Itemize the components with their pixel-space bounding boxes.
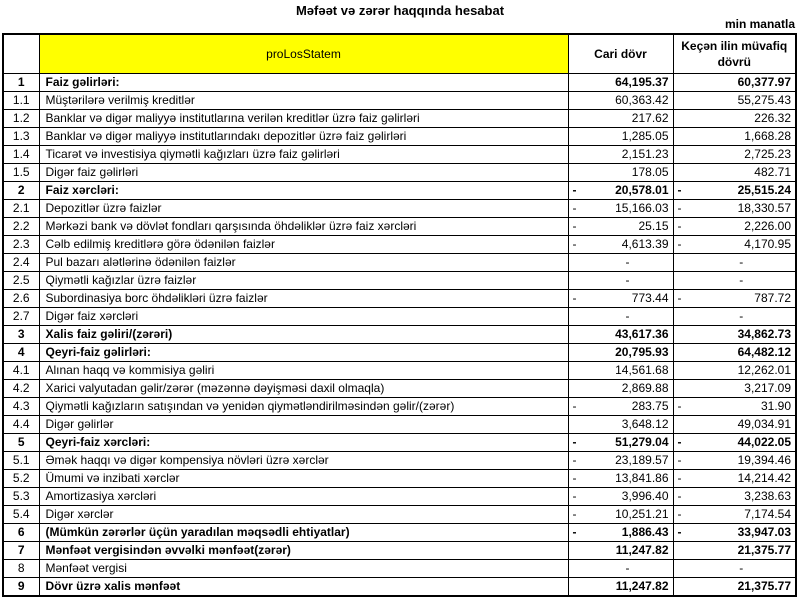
amount: 33,947.03 (737, 525, 791, 539)
current-period-value (568, 128, 673, 146)
table-row (3, 164, 796, 182)
minus-sign: - (677, 183, 682, 197)
table-row (3, 182, 796, 200)
row-label: Qiymətli kağızların satışından və yenidən qiymətləndirilməsindən gəlir/(zərər) (39, 398, 568, 416)
amount: 178.05 (631, 165, 669, 179)
previous-period-value (673, 236, 796, 254)
current-period-value (568, 110, 673, 128)
unit-label: min manatla (724, 17, 795, 31)
minus-sign: - (677, 507, 682, 521)
row-label: Mərkəzi bank və dövlət fondları qarşısında öhdəliklər üzrə faiz xərcləri (39, 218, 568, 236)
table-row (3, 542, 796, 560)
amount: 2,725.23 (744, 147, 791, 161)
row-number: 6 (3, 524, 39, 542)
minus-sign: - (572, 471, 577, 485)
current-period-value (568, 182, 673, 200)
current-period-value (568, 524, 673, 542)
table-body (3, 74, 796, 597)
row-number: 9 (3, 578, 39, 597)
row-label: Əmək haqqı və digər kompensiya növləri üzrə xərclər (39, 452, 568, 470)
row-label: Alınan haqq və kommisiya gəliri (39, 362, 568, 380)
table-header (3, 34, 796, 74)
amount: 226.32 (754, 111, 791, 125)
amount: 14,561.68 (615, 363, 669, 377)
table-row (3, 524, 796, 542)
minus-sign: - (572, 219, 577, 233)
minus-sign: - (677, 471, 682, 485)
row-number: 5.2 (3, 470, 39, 488)
amount: 787.72 (754, 291, 791, 305)
amount: 19,394.46 (737, 453, 791, 467)
amount: 21,375.77 (737, 579, 791, 593)
previous-period-value (673, 434, 796, 452)
previous-period-value: - (673, 560, 796, 578)
row-label: Banklar və digər maliyyə institutlarına verilən kreditlər üzrə faiz gəlirləri (39, 110, 568, 128)
profit-loss-table (2, 33, 797, 597)
minus-sign: - (572, 507, 577, 521)
current-period-value (568, 416, 673, 434)
amount: 4,170.95 (744, 237, 791, 251)
table-row (3, 218, 796, 236)
amount: 10,251.21 (615, 507, 669, 521)
table-row (3, 416, 796, 434)
table-row (3, 74, 796, 92)
row-number: 5.4 (3, 506, 39, 524)
amount: 482.71 (754, 165, 791, 179)
current-period-value (568, 74, 673, 92)
col-header-number (3, 34, 39, 74)
previous-period-value (673, 92, 796, 110)
minus-sign: - (572, 399, 577, 413)
row-label: Dövr üzrə xalis mənfəət (39, 578, 568, 597)
row-number: 7 (3, 542, 39, 560)
amount: 217.62 (631, 111, 669, 125)
amount: 13,841.86 (615, 471, 669, 485)
row-number: 1 (3, 74, 39, 92)
current-period-value (568, 398, 673, 416)
amount: 44,022.05 (737, 435, 791, 449)
row-number: 1.5 (3, 164, 39, 182)
amount: 283.75 (631, 399, 669, 413)
table-row (3, 254, 796, 272)
amount: 7,174.54 (744, 507, 791, 521)
current-period-value (568, 200, 673, 218)
minus-sign: - (572, 291, 577, 305)
previous-period-value (673, 110, 796, 128)
row-label: Mənfəət vergisi (39, 560, 568, 578)
row-number: 5 (3, 434, 39, 452)
minus-sign: - (572, 435, 577, 449)
row-number: 4.2 (3, 380, 39, 398)
row-label: Qeyri-faiz gəlirləri: (39, 344, 568, 362)
row-number: 2.3 (3, 236, 39, 254)
previous-period-value: - (673, 254, 796, 272)
previous-period-value (673, 578, 796, 597)
amount: 14,214.42 (737, 471, 791, 485)
row-label: Müştərilərə verilmiş kreditlər (39, 92, 568, 110)
amount: 51,279.04 (615, 435, 669, 449)
col-header-previous-period: Keçən ilin müvafiq dövrü (673, 34, 796, 74)
table-row (3, 488, 796, 506)
amount: 31.90 (760, 399, 791, 413)
amount: 3,217.09 (744, 381, 791, 395)
row-label: Pul bazarı alətlərinə ödənilən faizlər (39, 254, 568, 272)
row-number: 2.6 (3, 290, 39, 308)
minus-sign: - (572, 237, 577, 251)
amount: 23,189.57 (615, 453, 669, 467)
previous-period-value: - (673, 308, 796, 326)
previous-period-value (673, 164, 796, 182)
amount: 49,034.91 (737, 417, 791, 431)
amount: 1,886.43 (621, 525, 669, 539)
row-label: Depozitlər üzrə faizlər (39, 200, 568, 218)
row-label: Qeyri-faiz xərcləri: (39, 434, 568, 452)
minus-sign: - (572, 525, 577, 539)
minus-sign: - (677, 489, 682, 503)
amount: 25,515.24 (737, 183, 791, 197)
amount: 2,151.23 (621, 147, 669, 161)
table-row (3, 308, 796, 326)
row-number: 5.1 (3, 452, 39, 470)
current-period-value (568, 470, 673, 488)
current-period-value: - (568, 308, 673, 326)
previous-period-value (673, 74, 796, 92)
previous-period-value (673, 128, 796, 146)
amount: 20,578.01 (615, 183, 669, 197)
table-row (3, 398, 796, 416)
current-period-value (568, 434, 673, 452)
previous-period-value (673, 488, 796, 506)
row-label: Xarici valyutadan gəlir/zərər (məzənnə dəyişməsi daxil olmaqla) (39, 380, 568, 398)
amount: 15,166.03 (615, 201, 669, 215)
previous-period-value (673, 542, 796, 560)
amount: 12,262.01 (737, 363, 791, 377)
row-label: Ümumi və inzibati xərclər (39, 470, 568, 488)
current-period-value (568, 380, 673, 398)
table-row (3, 560, 796, 578)
page-title: Məfəət və zərər haqqında hesabat (295, 3, 505, 18)
current-period-value (568, 164, 673, 182)
minus-sign: - (572, 183, 577, 197)
previous-period-value (673, 290, 796, 308)
row-number: 4.4 (3, 416, 39, 434)
current-period-value (568, 506, 673, 524)
table-row (3, 380, 796, 398)
previous-period-value (673, 416, 796, 434)
row-label: Faiz gəlirləri: (39, 74, 568, 92)
row-label: (Mümkün zərərlər üçün yaradılan məqsədli ehtiyatlar) (39, 524, 568, 542)
amount: 1,668.28 (744, 129, 791, 143)
current-period-value: - (568, 560, 673, 578)
table-row (3, 92, 796, 110)
row-number: 8 (3, 560, 39, 578)
amount: 60,377.97 (737, 75, 791, 89)
table-row (3, 236, 796, 254)
table-row (3, 362, 796, 380)
row-number: 4 (3, 344, 39, 362)
current-period-value (568, 92, 673, 110)
amount: 3,648.12 (621, 417, 669, 431)
minus-sign: - (677, 219, 682, 233)
previous-period-value (673, 182, 796, 200)
current-period-value (568, 542, 673, 560)
row-label: Cəlb edilmiş kreditlərə görə ödənilən faizlər (39, 236, 568, 254)
row-label: Subordinasiya borc öhdəlikləri üzrə faizlər (39, 290, 568, 308)
table-row (3, 470, 796, 488)
row-label: Digər faiz gəlirləri (39, 164, 568, 182)
table-row (3, 506, 796, 524)
previous-period-value: - (673, 272, 796, 290)
previous-period-value (673, 200, 796, 218)
col-header-current-period: Cari dövr (568, 34, 673, 74)
row-number: 2.1 (3, 200, 39, 218)
row-label: Mənfəət vergisindən əvvəlki mənfəət(zərər) (39, 542, 568, 560)
previous-period-value (673, 398, 796, 416)
current-period-value (568, 326, 673, 344)
row-number: 5.3 (3, 488, 39, 506)
amount: 34,862.73 (737, 327, 791, 341)
minus-sign: - (677, 237, 682, 251)
row-number: 1.2 (3, 110, 39, 128)
amount: 18,330.57 (737, 201, 791, 215)
row-label: Faiz xərcləri: (39, 182, 568, 200)
previous-period-value (673, 524, 796, 542)
minus-sign: - (677, 291, 682, 305)
table-row (3, 200, 796, 218)
row-number: 2.5 (3, 272, 39, 290)
amount: 2,869.88 (621, 381, 669, 395)
amount: 773.44 (631, 291, 669, 305)
previous-period-value (673, 146, 796, 164)
minus-sign: - (677, 399, 682, 413)
previous-period-value (673, 470, 796, 488)
current-period-value (568, 236, 673, 254)
row-number: 2 (3, 182, 39, 200)
current-period-value (568, 290, 673, 308)
table-row (3, 452, 796, 470)
table-row (3, 146, 796, 164)
row-number: 4.1 (3, 362, 39, 380)
row-label: Banklar və digər maliyyə institutlarındakı depozitlər üzrə faiz gəlirləri (39, 128, 568, 146)
current-period-value: - (568, 272, 673, 290)
row-number: 2.2 (3, 218, 39, 236)
amount: 1,285.05 (621, 129, 669, 143)
amount: 21,375.77 (737, 543, 791, 557)
row-number: 1.3 (3, 128, 39, 146)
amount: 11,247.82 (615, 579, 669, 593)
current-period-value: - (568, 254, 673, 272)
previous-period-value (673, 326, 796, 344)
table-row (3, 578, 796, 597)
amount: 3,238.63 (744, 489, 791, 503)
previous-period-value (673, 362, 796, 380)
previous-period-value (673, 344, 796, 362)
table-row (3, 434, 796, 452)
amount: 64,482.12 (737, 345, 791, 359)
current-period-value (568, 578, 673, 597)
row-label: Amortizasiya xərcləri (39, 488, 568, 506)
current-period-value (568, 362, 673, 380)
amount: 60,363.42 (615, 93, 669, 107)
amount: 20,795.93 (615, 345, 669, 359)
current-period-value (568, 488, 673, 506)
row-number: 1.1 (3, 92, 39, 110)
table-row (3, 272, 796, 290)
minus-sign: - (572, 453, 577, 467)
table-row (3, 326, 796, 344)
row-label: Qiymətli kağızlar üzrə faizlər (39, 272, 568, 290)
current-period-value (568, 218, 673, 236)
amount: 2,226.00 (744, 219, 791, 233)
minus-sign: - (677, 453, 682, 467)
previous-period-value (673, 380, 796, 398)
row-label: Ticarət və investisiya qiymətli kağızları üzrə faiz gəlirləri (39, 146, 568, 164)
previous-period-value (673, 452, 796, 470)
minus-sign: - (572, 201, 577, 215)
minus-sign: - (677, 201, 682, 215)
row-number: 2.7 (3, 308, 39, 326)
amount: 25.15 (638, 219, 669, 233)
amount: 4,613.39 (621, 237, 669, 251)
row-label: Digər gəlirlər (39, 416, 568, 434)
amount: 43,617.36 (615, 327, 669, 341)
amount: 64,195.37 (615, 75, 669, 89)
minus-sign: - (677, 525, 682, 539)
col-header-description: proLosStatem (39, 34, 568, 74)
row-number: 1.4 (3, 146, 39, 164)
table-row (3, 290, 796, 308)
minus-sign: - (572, 489, 577, 503)
amount: 55,275.43 (737, 93, 791, 107)
current-period-value (568, 344, 673, 362)
minus-sign: - (677, 435, 682, 449)
row-number: 2.4 (3, 254, 39, 272)
amount: 3,996.40 (621, 489, 669, 503)
amount: 11,247.82 (615, 543, 669, 557)
row-label: Xalis faiz gəliri/(zərəri) (39, 326, 568, 344)
row-label: Digər faiz xərcləri (39, 308, 568, 326)
previous-period-value (673, 218, 796, 236)
table-row (3, 110, 796, 128)
previous-period-value (673, 506, 796, 524)
row-number: 3 (3, 326, 39, 344)
table-row (3, 128, 796, 146)
row-number: 4.3 (3, 398, 39, 416)
row-label: Digər xərclər (39, 506, 568, 524)
current-period-value (568, 452, 673, 470)
current-period-value (568, 146, 673, 164)
table-row (3, 344, 796, 362)
